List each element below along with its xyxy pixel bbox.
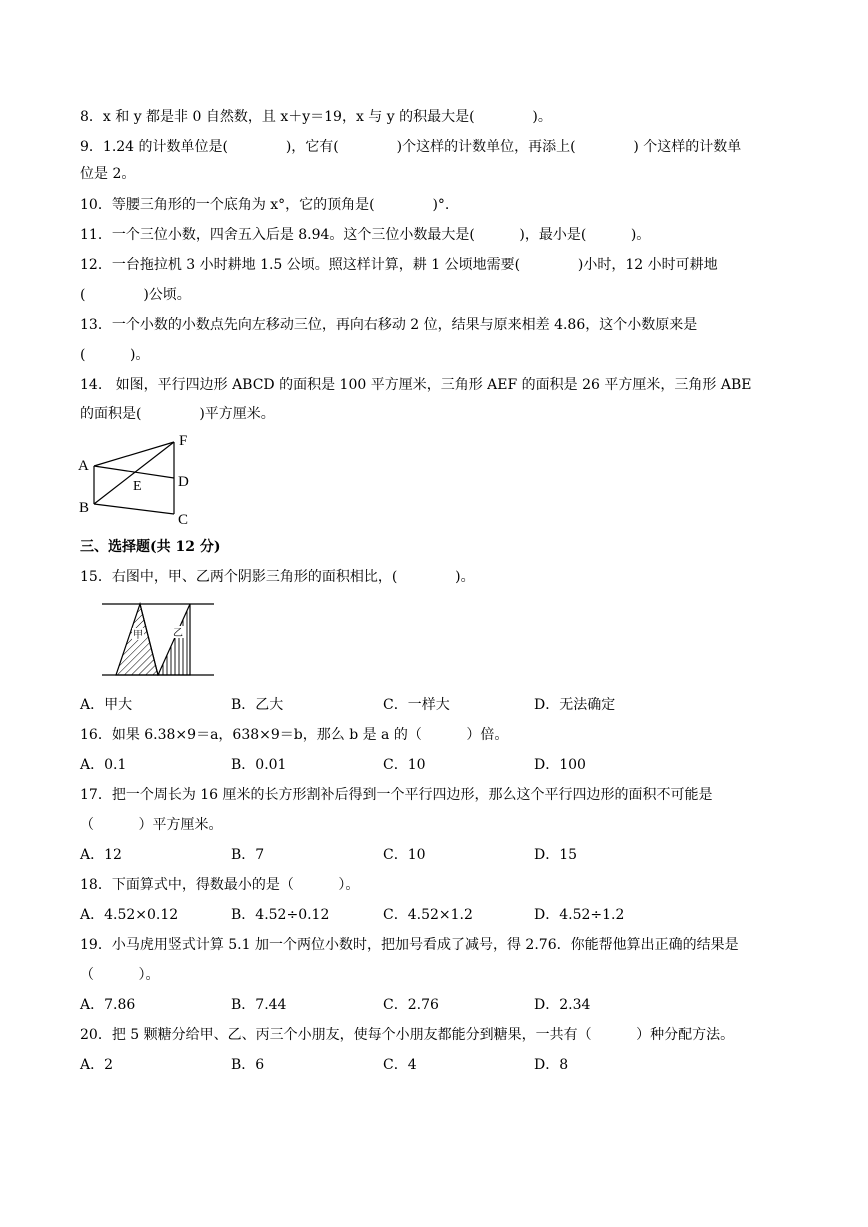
question-17-line-1: 17．把一个周长为 16 厘米的长方形割补后得到一个平行四边形，那么这个平行四边形的面积不可能是 — [80, 787, 713, 803]
question-18: 18．下面算式中，得数最小的是（ ）。 — [80, 877, 360, 893]
q19-option-b[interactable]: B．7.44 — [231, 997, 287, 1013]
question-9-line-2: 位是 2。 — [80, 166, 136, 182]
shaded-triangles-figure — [102, 598, 218, 680]
label-c: C — [178, 512, 189, 528]
question-20: 20．把 5 颗糖分给甲、乙、丙三个小朋友，使每个小朋友都能分到糖果，一共有（ ）种分配方法。 — [80, 1027, 735, 1043]
question-10: 10．等腰三角形的一个底角为 x°，它的顶角是( )°. — [80, 197, 450, 213]
q18-option-b[interactable]: B．4.52÷0.12 — [231, 907, 330, 923]
question-14-line-2: 的面积是( )平方厘米。 — [80, 406, 275, 422]
q19-option-c[interactable]: C．2.76 — [383, 997, 439, 1013]
label-e: E — [133, 479, 142, 494]
label-f: F — [179, 433, 188, 449]
q20-option-b[interactable]: B．6 — [231, 1057, 265, 1073]
question-13-line-1: 13．一个小数的小数点先向左移动三位，再向右移动 2 位，结果与原来相差 4.86，这个小数原来是 — [80, 317, 698, 333]
question-9-line-1: 9．1.24 的计数单位是( )，它有( )个这样的计数单位，再添上( ) 个这样的计数单 — [80, 139, 742, 155]
q16-option-b[interactable]: B．0.01 — [231, 757, 287, 773]
question-8: 8．x 和 y 都是非 0 自然数，且 x＋y＝19，x 与 y 的积最大是( )。 — [80, 109, 552, 125]
q17-option-d[interactable]: D．15 — [534, 847, 578, 863]
q19-option-a[interactable]: A．7.86 — [80, 997, 136, 1013]
question-13-line-2: ( )。 — [80, 347, 150, 363]
question-11: 11．一个三位小数，四舍五入后是 8.94。这个三位小数最大是( )，最小是( )。 — [80, 227, 651, 243]
q15-option-b[interactable]: B．乙大 — [231, 697, 284, 713]
label-a: A — [78, 458, 89, 474]
q18-option-c[interactable]: C．4.52×1.2 — [383, 907, 473, 923]
q16-option-a[interactable]: A．0.1 — [80, 757, 127, 773]
q15-option-c[interactable]: C．一样大 — [383, 697, 450, 713]
q20-option-a[interactable]: A．2 — [80, 1057, 114, 1073]
q16-option-d[interactable]: D．100 — [534, 757, 586, 773]
q17-option-c[interactable]: C．10 — [383, 847, 426, 863]
segment-af — [94, 442, 174, 466]
q20-option-c[interactable]: C．4 — [383, 1057, 417, 1073]
q18-option-a[interactable]: A．4.52×0.12 — [80, 907, 179, 923]
section-3-title: 三、选择题(共 12 分) — [80, 539, 221, 555]
question-12-line-1: 12．一台拖拉机 3 小时耕地 1.5 公顷。照这样计算，耕 1 公顷地需要( )小时，12 小时可耕地 — [80, 257, 718, 273]
question-12-line-2: ( )公顷。 — [80, 287, 191, 303]
question-19-line-2: （ ）。 — [80, 967, 160, 983]
parallelogram-figure — [76, 428, 206, 530]
q16-option-c[interactable]: C．10 — [383, 757, 426, 773]
question-16: 16．如果 6.38×9＝a，638×9＝b，那么 b 是 a 的（ ）倍。 — [80, 727, 509, 743]
question-17-line-2: （ ）平方厘米。 — [80, 817, 223, 833]
q17-option-b[interactable]: B．7 — [231, 847, 265, 863]
label-d: D — [178, 474, 189, 490]
q18-option-d[interactable]: D．4.52÷1.2 — [534, 907, 625, 923]
question-19-line-1: 19．小马虎用竖式计算 5.1 加一个两位小数时，把加号看成了减号，得 2.76．你能帮他算出正确的结果是 — [80, 937, 739, 953]
q15-option-a[interactable]: A．甲大 — [80, 697, 133, 713]
label-jia: 甲 — [133, 630, 143, 641]
segment-bf — [94, 442, 174, 504]
q17-option-a[interactable]: A．12 — [80, 847, 122, 863]
triangle-yi — [158, 604, 190, 675]
label-b: B — [79, 500, 90, 516]
segment-cb — [94, 504, 174, 514]
q20-option-d[interactable]: D．8 — [534, 1057, 569, 1073]
question-15: 15．右图中，甲、乙两个阴影三角形的面积相比，( )。 — [80, 569, 475, 585]
segment-ad — [94, 466, 174, 478]
question-14-line-1: 14. 如图，平行四边形 ABCD 的面积是 100 平方厘米，三角形 AEF 的面积是 26 平方厘米，三角形 ABE — [80, 377, 752, 393]
label-yi: 乙 — [173, 628, 183, 639]
q19-option-d[interactable]: D．2.34 — [534, 997, 591, 1013]
q15-option-d[interactable]: D．无法确定 — [534, 697, 616, 713]
